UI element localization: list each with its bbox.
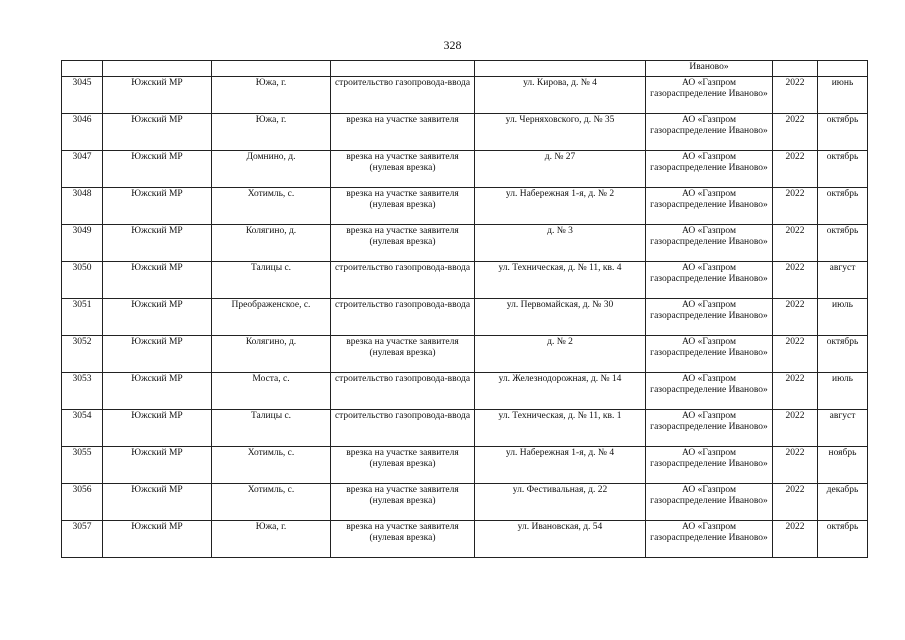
cell-year: 2022 [773,410,818,447]
cell-work: врезка на участке заявителя [331,114,475,151]
cell-num: 3052 [62,336,103,373]
cell-year: 2022 [773,77,818,114]
cell-org: АО «Газпром газораспределение Иваново» [646,373,773,410]
cell-district [103,61,212,77]
continued-row [62,61,868,77]
cell-work: строительство газопровода-ввода [331,262,475,299]
table-row [62,151,868,188]
cell-district: Южский МР [103,77,212,114]
cell-year: 2022 [773,447,818,484]
table-row [62,299,868,336]
cell-address: ул. Ивановская, д. 54 [475,521,646,558]
cell-work: врезка на участке заявителя (нулевая врезка) [331,336,475,373]
cell-address: ул. Техническая, д. № 11, кв. 4 [475,262,646,299]
cell-address: ул. Техническая, д. № 11, кв. 1 [475,410,646,447]
table-row [62,77,868,114]
cell-org: АО «Газпром газораспределение Иваново» [646,447,773,484]
cell-address: д. № 27 [475,151,646,188]
table-row [62,484,868,521]
cell-month: август [818,262,868,299]
cell-district: Южский МР [103,447,212,484]
cell-district: Южский МР [103,299,212,336]
cell-locality: Талицы с. [212,410,331,447]
cell-address: ул. Кирова, д. № 4 [475,77,646,114]
cell-org: АО «Газпром газораспределение Иваново» [646,151,773,188]
cell-work: строительство газопровода-ввода [331,373,475,410]
cell-org: АО «Газпром газораспределение Иваново» [646,188,773,225]
cell-work: строительство газопровода-ввода [331,299,475,336]
cell-org: АО «Газпром газораспределение Иваново» [646,410,773,447]
gas-connection-table [61,60,868,558]
cell-district: Южский МР [103,410,212,447]
cell-district: Южский МР [103,373,212,410]
cell-district: Южский МР [103,262,212,299]
cell-num: 3053 [62,373,103,410]
cell-org: АО «Газпром газораспределение Иваново» [646,262,773,299]
table-row [62,373,868,410]
table-row [62,188,868,225]
cell-address [475,61,646,77]
cell-year: 2022 [773,336,818,373]
cell-num: 3056 [62,484,103,521]
cell-org: АО «Газпром газораспределение Иваново» [646,114,773,151]
cell-month: октябрь [818,225,868,262]
cell-district: Южский МР [103,188,212,225]
cell-num: 3049 [62,225,103,262]
table-row [62,225,868,262]
cell-address: д. № 2 [475,336,646,373]
cell-num: 3054 [62,410,103,447]
cell-month: октябрь [818,336,868,373]
cell-address: ул. Фестивальная, д. 22 [475,484,646,521]
cell-num: 3045 [62,77,103,114]
cell-work: строительство газопровода-ввода [331,77,475,114]
cell-year: 2022 [773,373,818,410]
cell-month [818,61,868,77]
cell-month: июль [818,299,868,336]
cell-org: АО «Газпром газораспределение Иваново» [646,336,773,373]
cell-work [331,61,475,77]
cell-num: 3057 [62,521,103,558]
cell-locality: Колягино, д. [212,336,331,373]
table-row [62,114,868,151]
cell-org: АО «Газпром газораспределение Иваново» [646,484,773,521]
cell-work: врезка на участке заявителя (нулевая врезка) [331,151,475,188]
cell-address: ул. Железнодорожная, д. № 14 [475,373,646,410]
cell-year [773,61,818,77]
table-row [62,262,868,299]
cell-num: 3046 [62,114,103,151]
cell-district: Южский МР [103,484,212,521]
cell-org: АО «Газпром газораспределение Иваново» [646,299,773,336]
cell-org: Иваново» [646,61,773,77]
cell-locality: Хотимль, с. [212,484,331,521]
cell-locality: Преображенское, с. [212,299,331,336]
cell-month: октябрь [818,151,868,188]
cell-locality: Талицы с. [212,262,331,299]
cell-month: август [818,410,868,447]
cell-district: Южский МР [103,151,212,188]
cell-locality: Южа, г. [212,77,331,114]
cell-month: октябрь [818,114,868,151]
cell-district: Южский МР [103,336,212,373]
cell-year: 2022 [773,484,818,521]
cell-locality [212,61,331,77]
cell-address: ул. Набережная 1-я, д. № 2 [475,188,646,225]
table-row [62,447,868,484]
cell-year: 2022 [773,225,818,262]
cell-address: д. № 3 [475,225,646,262]
cell-locality: Южа, г. [212,114,331,151]
cell-address: ул. Первомайская, д. № 30 [475,299,646,336]
cell-work: врезка на участке заявителя (нулевая врезка) [331,225,475,262]
cell-year: 2022 [773,299,818,336]
cell-locality: Домнино, д. [212,151,331,188]
cell-num [62,61,103,77]
table-row [62,410,868,447]
cell-locality: Южа, г. [212,521,331,558]
cell-year: 2022 [773,114,818,151]
cell-district: Южский МР [103,114,212,151]
page-number: 328 [443,38,462,52]
cell-month: ноябрь [818,447,868,484]
cell-district: Южский МР [103,521,212,558]
cell-locality: Хотимль, с. [212,188,331,225]
cell-locality: Моста, с. [212,373,331,410]
cell-work: врезка на участке заявителя (нулевая врезка) [331,188,475,225]
cell-org: АО «Газпром газораспределение Иваново» [646,225,773,262]
cell-year: 2022 [773,521,818,558]
cell-year: 2022 [773,188,818,225]
cell-num: 3050 [62,262,103,299]
cell-num: 3055 [62,447,103,484]
table-row [62,521,868,558]
cell-org: АО «Газпром газораспределение Иваново» [646,521,773,558]
cell-work: врезка на участке заявителя (нулевая врезка) [331,484,475,521]
cell-org: АО «Газпром газораспределение Иваново» [646,77,773,114]
cell-month: июнь [818,77,868,114]
cell-locality: Колягино, д. [212,225,331,262]
cell-month: июль [818,373,868,410]
cell-month: декабрь [818,484,868,521]
table-row [62,336,868,373]
cell-num: 3047 [62,151,103,188]
cell-address: ул. Черняховского, д. № 35 [475,114,646,151]
cell-work: строительство газопровода-ввода [331,410,475,447]
cell-locality: Хотимль, с. [212,447,331,484]
cell-num: 3051 [62,299,103,336]
cell-num: 3048 [62,188,103,225]
table-body [62,61,868,558]
cell-district: Южский МР [103,225,212,262]
cell-month: октябрь [818,188,868,225]
cell-year: 2022 [773,151,818,188]
cell-address: ул. Набережная 1-я, д. № 4 [475,447,646,484]
cell-month: октябрь [818,521,868,558]
cell-work: врезка на участке заявителя (нулевая врезка) [331,521,475,558]
cell-year: 2022 [773,262,818,299]
cell-work: врезка на участке заявителя (нулевая врезка) [331,447,475,484]
